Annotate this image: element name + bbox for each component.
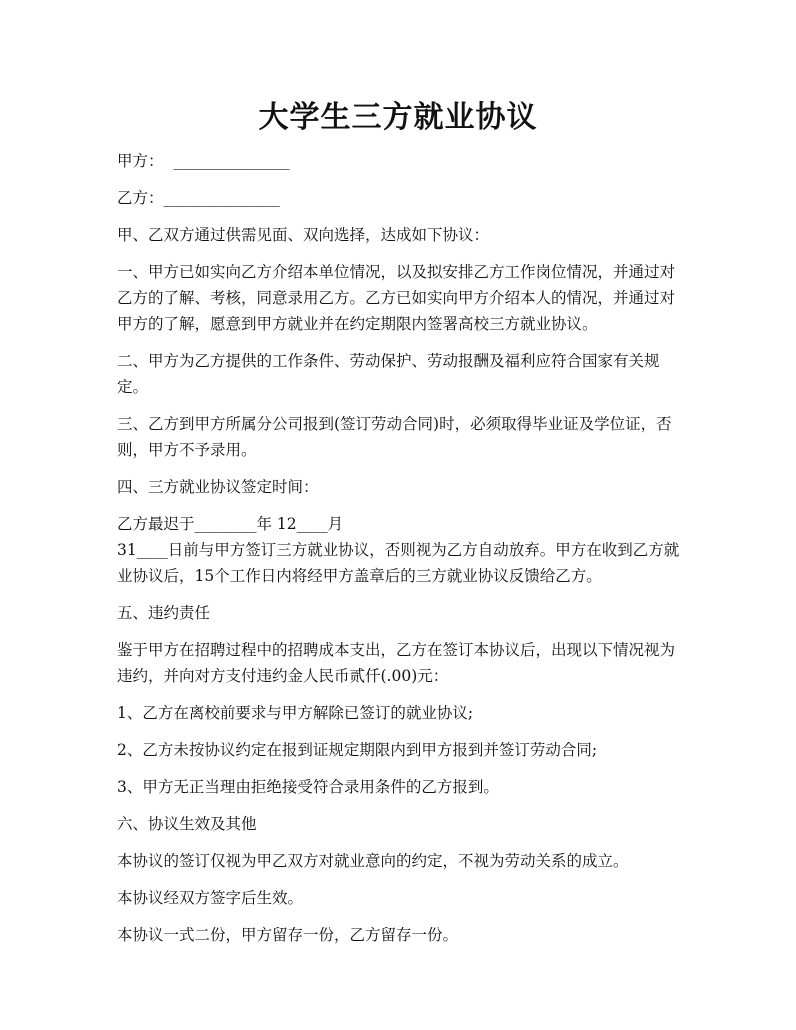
clause-4-heading: 四、三方就业协议签定时间： (117, 478, 319, 496)
intro-paragraph: 甲、乙双方通过供需见面、双向选择，达成如下协议： (117, 226, 490, 244)
party-a-label: 甲方： (117, 152, 164, 170)
clause-6-line-3: 本协议一式二份，甲方留存一份，乙方留存一份。 (117, 926, 459, 944)
party-a-line (117, 148, 685, 174)
clause-6-heading: 六、协议生效及其他 (117, 815, 257, 833)
clause-2: 二、甲方为乙方提供的工作条件、劳动保护、劳动报酬及福利应符合国家有关规定。 (117, 352, 660, 396)
clause-3: 三、乙方到甲方所属分公司报到(签订劳动合同)时，必须取得毕业证及学位证，否则，甲方不予录用。 (117, 415, 672, 459)
violation-item-1: 1、乙方在离校前要求与甲方解除已签订的就业协议; (117, 704, 474, 722)
party-b-label: 乙方： (117, 189, 164, 207)
violation-item-3: 3、甲方无正当理由拒绝接受符合录用条件的乙方报到。 (117, 778, 499, 796)
clause-5-body: 鉴于甲方在招聘过程中的招聘成本支出，乙方在签订本协议后，出现以下情况视为违约，并向对方支付违约金人民币贰仟(.00)元： (117, 641, 676, 685)
document-body (117, 148, 685, 959)
party-a-blank: _______________ (173, 152, 290, 170)
document-title: 大学生三方就业协议 (258, 100, 538, 135)
clause-5-heading: 五、违约责任 (117, 604, 211, 622)
clause-4-body: 31____日前与甲方签订三方就业协议，否则视为乙方自动放弃。甲方在收到乙方就业协议后，15个工作日内将经甲方盖章后的三方就业协议反馈给乙方。 (117, 541, 680, 585)
party-b-blank: _______________ (163, 189, 280, 207)
clause-1: 一、甲方已如实向乙方介绍本单位情况，以及拟安排乙方工作岗位情况，并通过对乙方的了解、考核，同意录用乙方。乙方已如实向甲方介绍本人的情况，并通过对甲方的了解，愿意到甲方就业并在约定期限内签署高校三方就业协议。 (117, 263, 676, 333)
violation-item-2: 2、乙方未按协议约定在报到证规定期限内到甲方报到并签订劳动合同; (117, 741, 598, 759)
clause-6-line-2: 本协议经双方签字后生效。 (117, 889, 304, 907)
clause-6-line-1: 本协议的签订仅视为甲乙双方对就业意向的约定，不视为劳动关系的成立。 (117, 852, 629, 870)
clause-4-date-line: 乙方最迟于________年 12____月 (117, 515, 344, 533)
party-b-line (117, 185, 685, 211)
